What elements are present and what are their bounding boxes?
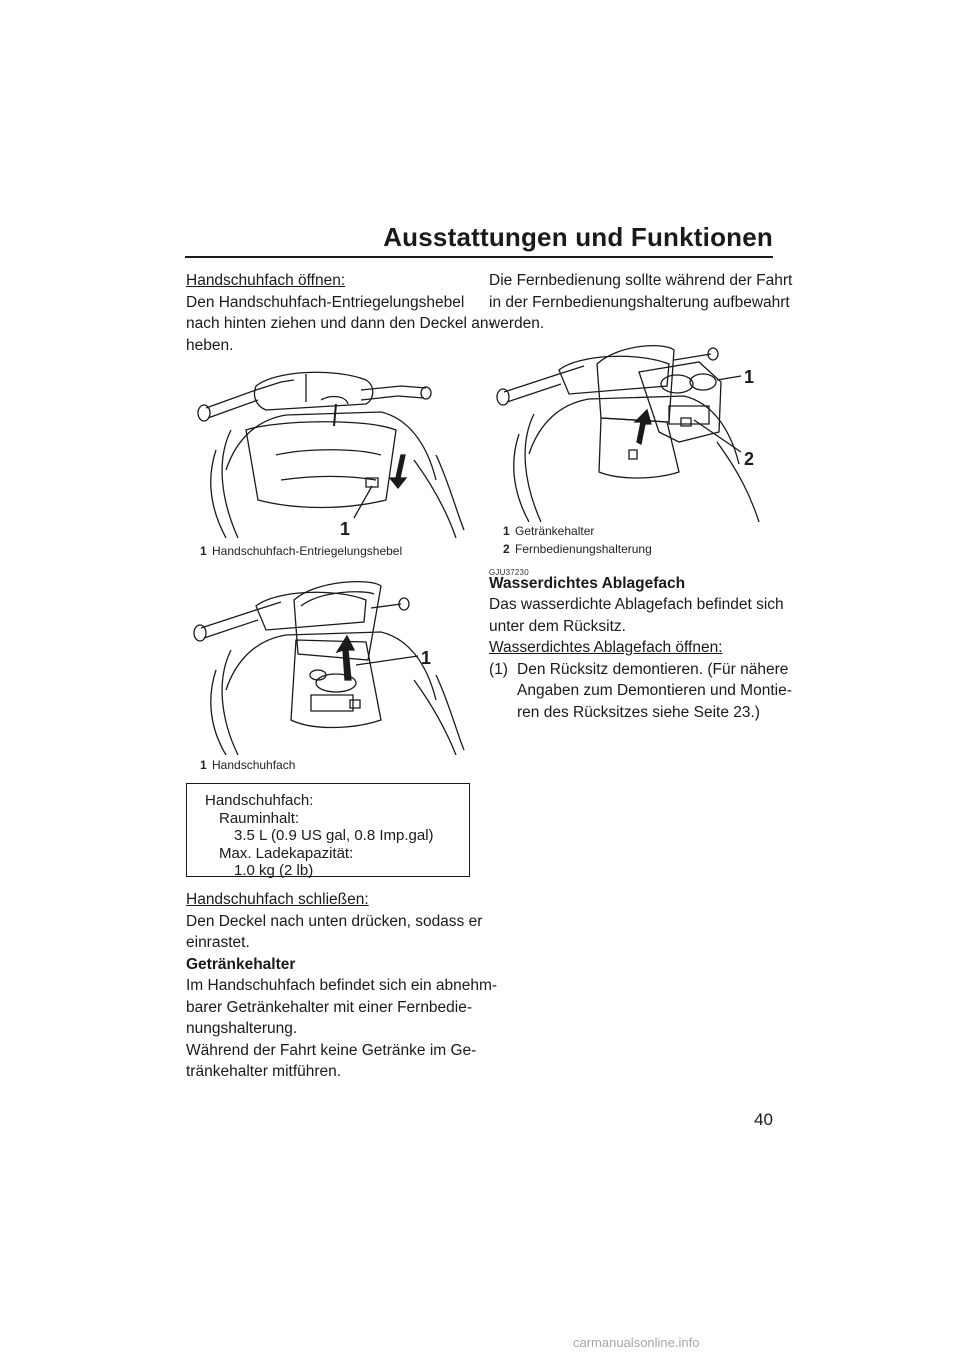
fig2-callout-1: 1: [421, 648, 432, 668]
open-storage-heading: Wasserdichtes Ablagefach öffnen:: [489, 639, 723, 656]
cup-holder-line-3: nungshalterung.: [186, 1020, 298, 1037]
remote-line-1: Die Fernbedienung sollte während der Fahrt: [489, 272, 793, 289]
remote-line-2: in der Fernbedienungshalterung aufbewahrt: [489, 294, 790, 311]
fig3-caption-2-text: Fernbedienungshalterung: [515, 542, 652, 556]
close-glovebox-heading: Handschuhfach schließen:: [186, 891, 369, 908]
fig3-caption-2-num: 2: [503, 542, 510, 556]
footer-watermark: carmanualsonline.info: [573, 1335, 700, 1350]
step-line-1: Den Rücksitz demontieren. (Für nähere: [517, 661, 789, 678]
figure-cup-holder: [489, 342, 773, 522]
fig3-caption-1-num: 1: [503, 524, 510, 538]
section-heading: Wasserdichtes Ablagefach: [489, 575, 686, 592]
step-number: (1): [489, 661, 508, 678]
spec-line-4: Max. Ladekapazität:: [219, 844, 354, 862]
spec-line-1: Handschuhfach:: [205, 792, 314, 809]
cup-holder-line-1: Im Handschuhfach befindet sich ein abnehm-: [186, 977, 498, 994]
spec-line-2: Rauminhalt:: [219, 809, 300, 827]
step-line-2: Angaben zum Demontieren und Montie-: [517, 682, 792, 699]
fig2-caption: [200, 757, 295, 774]
fig3-caption-1: [503, 523, 594, 540]
remote-line-3: werden.: [489, 315, 545, 332]
spec-line-3: 3.5 L (0.9 US gal, 0.8 Imp.gal): [234, 827, 434, 844]
section-line-2: unter dem Rücksitz.: [489, 618, 626, 635]
fig1-caption-num: 1: [200, 544, 207, 558]
fig3-caption-2: [503, 541, 652, 558]
cup-holder-heading: Getränkehalter: [186, 956, 296, 973]
open-glovebox-line-3: heben.: [186, 337, 234, 354]
open-glovebox-line-2: nach hinten ziehen und dann den Deckel an-: [186, 315, 494, 332]
close-glovebox-line-1: Den Deckel nach unten drücken, sodass er: [186, 913, 483, 930]
page-number: 40: [754, 1110, 773, 1129]
fig3-caption-1-text: Getränkehalter: [515, 524, 595, 538]
fig1-caption: [200, 543, 402, 560]
fig1-caption-text: Handschuhfach-Entriegelungshebel: [212, 544, 403, 558]
figure-release-lever: [186, 360, 470, 538]
section-line-1: Das wasserdichte Ablagefach befindet sich: [489, 596, 784, 613]
fig3-callout-1: 1: [744, 367, 755, 387]
step-line-3: ren des Rücksitzes siehe Seite 23.): [517, 704, 760, 721]
cup-holder-line-2: barer Getränkehalter mit einer Fernbedie-: [186, 999, 473, 1016]
fig1-callout-1: 1: [340, 519, 351, 539]
page-title: Ausstattungen und Funktionen: [383, 222, 773, 252]
section-code: GJU37230: [489, 568, 529, 577]
fig2-caption-text: Handschuhfach: [212, 758, 296, 772]
glovebox-spec-box: [186, 783, 470, 877]
open-glovebox-heading: Handschuhfach öffnen:: [186, 272, 346, 289]
close-glovebox-line-2: einrastet.: [186, 934, 250, 951]
fig3-callout-2: 2: [744, 449, 755, 469]
open-glovebox-line-1: Den Handschuhfach-Entriegelungshebel: [186, 294, 465, 311]
spec-line-5: 1.0 kg (2 lb): [234, 862, 314, 879]
cup-holder-line-4: Während der Fahrt keine Getränke im Ge-: [186, 1042, 477, 1059]
title-divider: [185, 256, 773, 258]
fig2-caption-num: 1: [200, 758, 207, 772]
cup-holder-line-5: tränkehalter mitführen.: [186, 1063, 342, 1080]
